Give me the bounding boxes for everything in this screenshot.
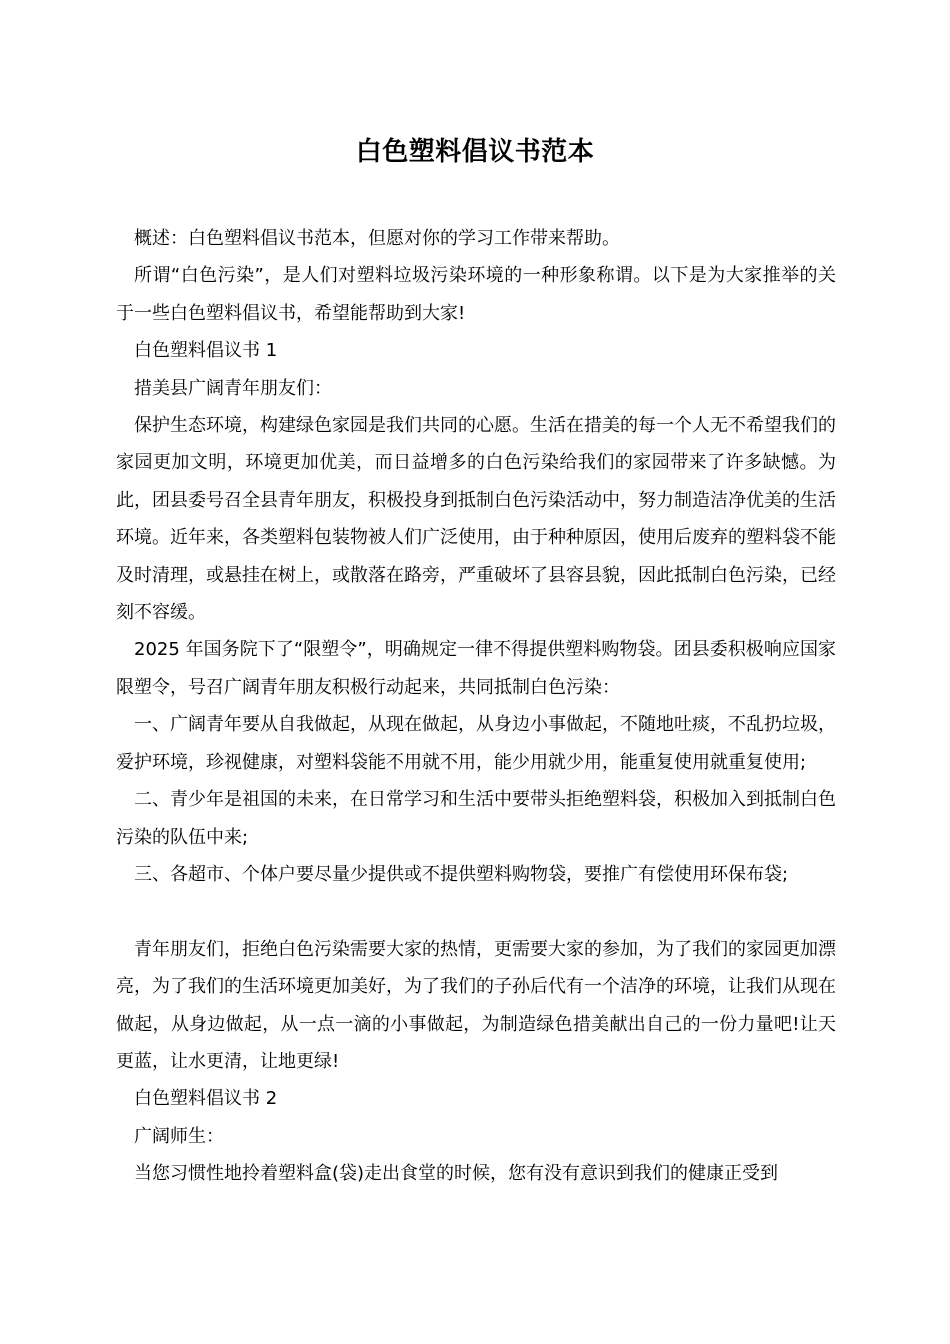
salutation-2: 广阔师生： (134, 1125, 224, 1147)
paragraph-intro: 所谓“白色污染”，是人们对塑料垃圾污染环境的一种形象称谓。以下是为大家推举的关于一些白色塑料倡议书，希望能帮助到大家! (116, 265, 836, 324)
paragraph-closing: 青年朋友们，拒绝白色污染需要大家的热情，更需要大家的参加，为了我们的家园更加漂亮，为了我们的生活环境更加美好，为了我们的子孙后代有一个洁净的环境，让我们从现在做起，从身边做起，从一点一滴的小事做起，为制造绿色措美献出自己的一份力量吧!让天更蓝，让水更清，让地更绿! (116, 938, 836, 1072)
paragraph-item-1: 一、广阔青年要从自我做起，从现在做起，从身边小事做起，不随地吐痰，不乱扔垃圾，爱护环境，珍视健康，对塑料袋能不用就不用，能少用就少用，能重复使用就重复使用; (116, 714, 836, 773)
blank-line (116, 893, 836, 930)
salutation-1: 措美县广阔青年朋友们： (134, 377, 332, 399)
paragraph-item-3: 三、各超市、个体户要尽量少提供或不提供塑料购物袋，要推广有偿使用环保布袋; (134, 863, 789, 885)
paragraph-body: 保护生态环境，构建绿色家园是我们共同的心愿。生活在措美的每一个人无不希望我们的家园更加文明，环境更加优美，而日益增多的白色污染给我们的家园带来了许多缺憾。为此，团县委号召全县青年朋友，积极投身到抵制白色污染活动中，努力制造洁净优美的生活环境。近年来，各类塑料包装物被人们广泛使用，由于种种原因，使用后废弃的塑料袋不能及时清理，或悬挂在树上，或散落在路旁，严重破坏了县容县貌，因此抵制白色污染，已经刻不容缓。 (116, 415, 836, 624)
paragraph-item-2: 二、青少年是祖国的未来，在日常学习和生活中要带头拒绝塑料袋，积极加入到抵制白色污染的队伍中来; (116, 789, 836, 848)
paragraph-body: 当您习惯性地拎着塑料盒(袋)走出食堂的时候，您有没有意识到我们的健康正受到 (134, 1163, 779, 1185)
paragraph-summary: 概述：白色塑料倡议书范本，但愿对你的学习工作带来帮助。 (134, 228, 620, 249)
document-body (116, 220, 836, 1193)
document-title: 白色塑料倡议书范本 (355, 137, 595, 167)
section-heading-1: 白色塑料倡议书 1 (134, 340, 278, 362)
section-heading-2: 白色塑料倡议书 2 (134, 1088, 278, 1110)
paragraph-body: 2025 年国务院下了“限塑令”，明确规定一律不得提供塑料购物袋。团县委积极响应国家限塑令，号召广阔青年朋友积极行动起来，共同抵制白色污染： (116, 639, 836, 698)
